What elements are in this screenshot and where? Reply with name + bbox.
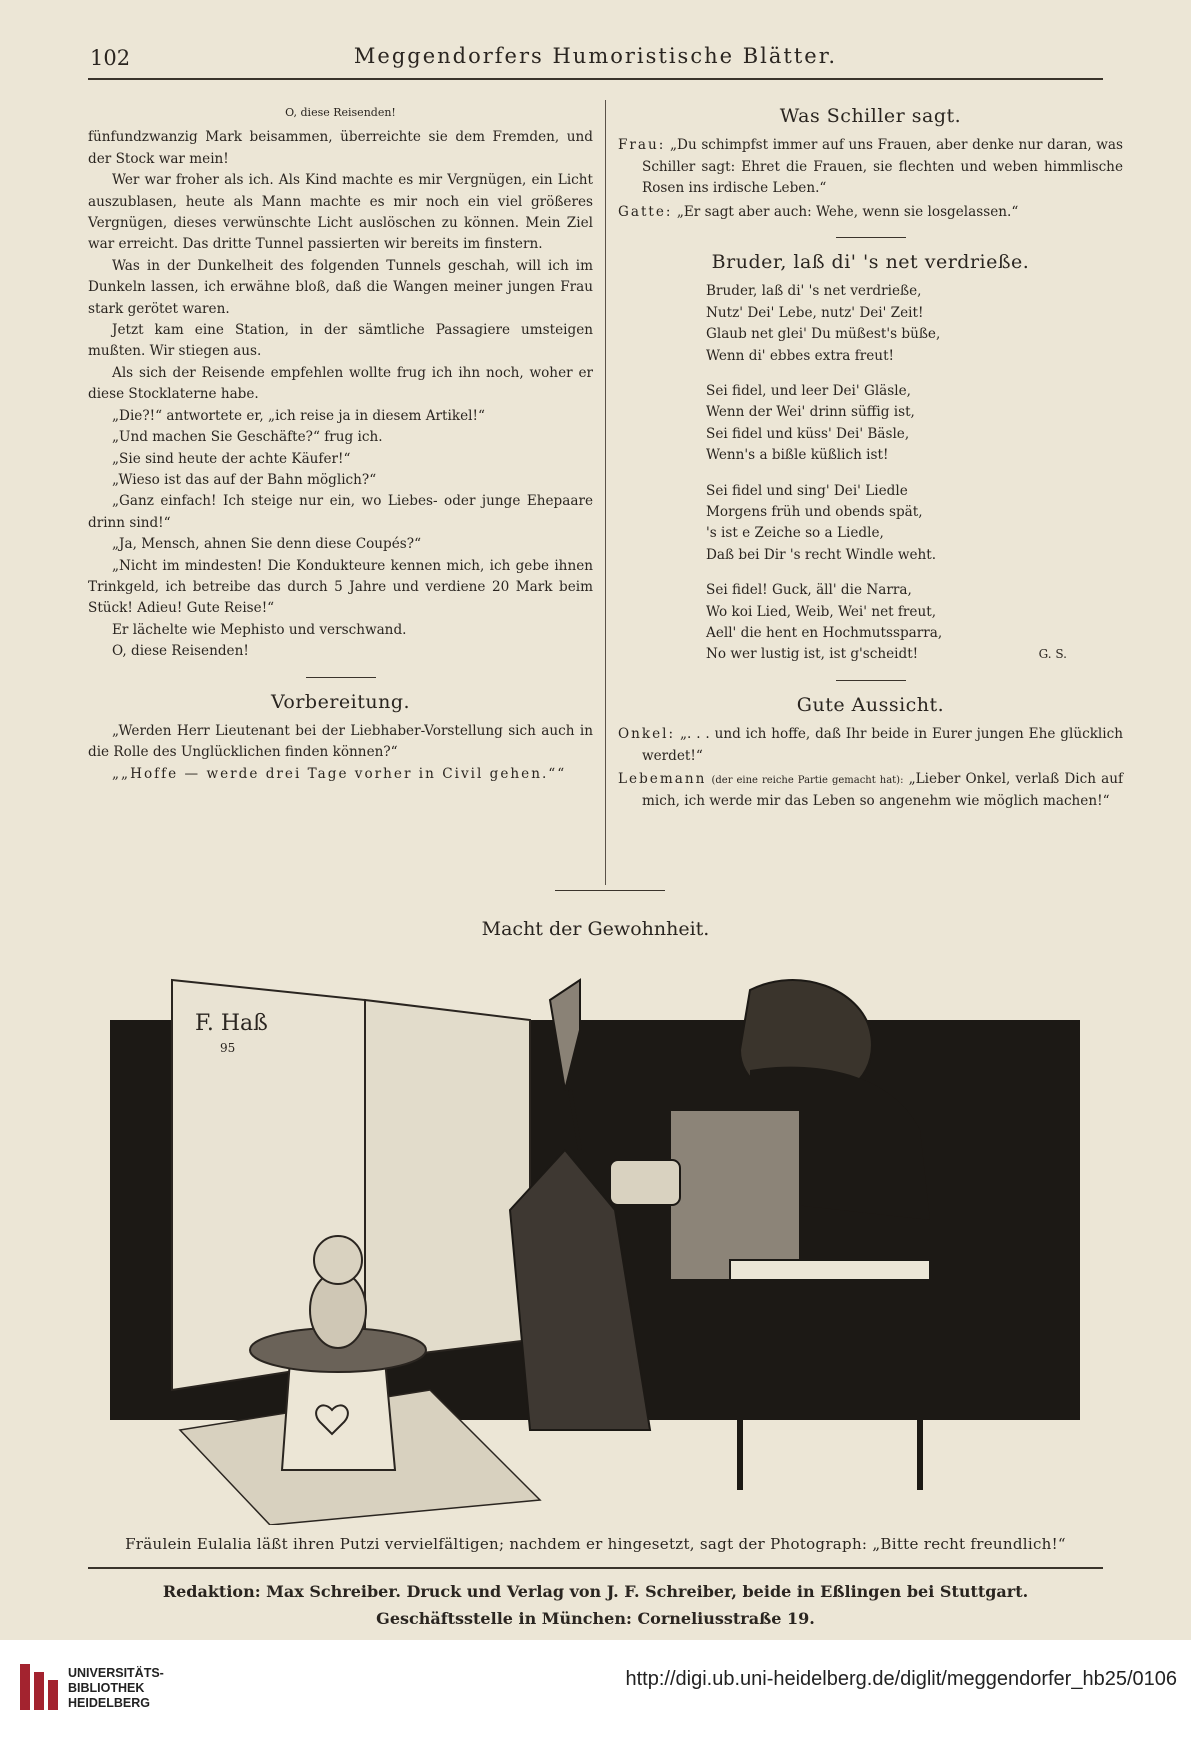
verse: Morgens früh und obends spät, [706,503,923,520]
library-name [68,1666,164,1711]
dialogue-text: „Er sagt aber auch: Wehe, wenn sie losgelassen.“ [676,203,1019,220]
verse: 's ist e Zeiche so a Liedle, [706,525,884,542]
library-name-line: HEIDELBERG [68,1696,150,1710]
footer-rule [88,1567,1103,1569]
verse: Sei fidel und küss' Dei' Bäsle, [706,425,910,442]
speaker-label: Gatte: [618,203,673,220]
imprint-line: Geschäftsstelle in München: Corneliusstraße 19. [376,1609,815,1628]
imprint-line: Redaktion: Max Schreiber. Druck und Verlag von J. F. Schreiber, beide in Eßlingen bei Stuttgart. [162,1582,1029,1601]
verse: Wo koi Lied, Weib, Wei' net freut, [706,603,937,620]
pedestal [282,1360,395,1470]
folding-screen-panel [365,1000,530,1360]
library-name-line: UNIVERSITÄTS- [68,1666,164,1680]
verse: Wenn der Wei' drinn süffig ist, [706,404,915,421]
column-rule [605,100,606,885]
paragraph: „Nicht im mindesten! Die Kondukteure kennen mich, ich gebe ihnen Trinkgeld, ich betreibe das durch 5 Jahre und verdiene 20 Mark beim Stück! Adieu! Gute Reise!“ [88,557,593,617]
left-column [88,100,593,785]
paragraph: O, diese Reisenden! [112,643,249,660]
paragraph: „Die?!“ antwortete er, „ich reise ja in diesem Artikel!“ [112,407,485,424]
verse [706,644,1123,665]
paragraph: „Ganz einfach! Ich steige nur ein, wo Liebes- oder junge Ehepaare drinn sind!“ [88,493,593,531]
speaker-label: Onkel: [618,726,676,743]
source-url-link[interactable]: http://digi.ub.uni-heidelberg.de/diglit/meggendorfer_hb25/0106 [625,1668,1177,1690]
artist-signature-year: 95 [220,1041,236,1055]
dialogue-line [618,135,1123,199]
dialogue-line [618,724,1123,767]
section-title-aussicht: Gute Aussicht. [796,693,945,716]
dialogue-text: „. . . und ich hoffe, daß Ihr beide in Eurer jungen Ehe glücklich werdet!“ [642,726,1123,764]
section-title-schiller: Was Schiller sagt. [779,105,962,127]
verse-text: No wer lustig ist, ist g'scheidt! [706,646,919,663]
verse: Glaub net glei' Du müßest's büße, [706,326,941,343]
paragraph: „Werden Herr Lieutenant bei der Liebhaber-Vorstellung sich auch in die Rolle des Unglücklichen finden können?“ [88,722,593,761]
stanza [706,281,1123,367]
dialogue-line [618,202,1123,223]
poem [618,281,1123,665]
stanza [706,481,1123,567]
paragraph: „Wieso ist das auf der Bahn möglich?“ [112,471,377,488]
separator [555,890,665,891]
speaker-label: Frau: [618,137,666,154]
page-number: 102 [90,46,131,70]
section-title-bruder: Bruder, laß di' 's net verdrieße. [711,251,1030,274]
verse: Sei fidel! Guck, äll' die Narra, [706,582,912,599]
separator [306,677,376,678]
paragraph: Er lächelte wie Mephisto und verschwand. [112,621,407,638]
library-footer [0,1640,1191,1737]
camera-lens [610,1160,680,1205]
paragraph: „Sie sind heute der achte Käufer!“ [112,450,351,467]
illustration-caption: Fräulein Eulalia läßt ihren Putzi vervielfältigen; nachdem er hingesetzt, sagt der Photograph: „Bitte recht freundlich!“ [125,1535,1066,1553]
dialogue-text: „Lieber Onkel, verlaß Dich auf mich, ich werde mir das Leben so angenehm wie möglich machen!“ [642,770,1123,810]
verse: Wenn's a bißle küßlich ist! [706,447,889,464]
verse: Daß bei Dir 's recht Windle weht. [706,546,937,563]
journal-title: Meggendorfers Humoristische Blätter. [353,44,838,68]
verse: Sei fidel und sing' Dei' Liedle [706,482,908,499]
running-head: O, diese Reisenden! [285,106,396,119]
speaker-note: (der eine reiche Partie gemacht hat): [711,774,904,786]
camera-stand-top [730,1260,930,1280]
paragraph: Als sich der Reisende empfehlen wollte frug ich ihn noch, woher er diese Stocklaterne habe. [88,364,593,403]
paragraph: „„Hoffe — werde drei Tage vorher in Civil gehen.““ [112,765,567,782]
verse: Wenn di' ebbes extra freut! [706,347,894,364]
illustration-title: Macht der Gewohnheit. [481,918,710,940]
artist-signature: F. Haß [195,1011,268,1036]
dialogue-text: „Du schimpfst immer auf uns Frauen, aber denke nur daran, was Schiller sagt: Ehret die Frauen, sie flechten und weben himmlische Rosen ins irdische Leben.“ [642,137,1123,197]
library-logo-icon [20,1664,62,1710]
paragraph: „Und machen Sie Geschäfte?“ frug ich. [112,429,383,446]
stanza [706,381,1123,467]
verse: Bruder, laß di' 's net verdrieße, [706,283,922,300]
verse: Sei fidel, und leer Dei' Gläsle, [706,383,911,399]
verse: Nutz' Dei' Lebe, nutz' Dei' Zeit! [706,304,924,321]
paragraph: fünfundzwanzig Mark beisammen, überreichte sie dem Fremden, und der Stock war mein! [88,129,593,167]
imprint [0,1578,1191,1632]
paragraph: Wer war froher als ich. Als Kind machte es mir Vergnügen, ein Licht auszublasen, heute als Mann machte es mir noch ein viel größeres Vergnügen, dieses verwünschte Licht auslöschen zu können. Mein Ziel war erreicht. Das dritte Tunnel passierten wir bereits im finstern. [88,172,593,253]
paragraph: Jetzt kam eine Station, in der sämtliche Passagiere umsteigen mußten. Wir stiegen aus. [88,322,593,360]
stanza [706,580,1123,666]
speaker-label: Lebemann [618,770,707,787]
paragraph: Was in der Dunkelheit des folgenden Tunnels geschah, will ich im Dunkeln lassen, ich erwähne bloß, daß die Wangen meiner jungen Frau stark gerötet waren. [88,257,593,317]
right-column [618,100,1123,815]
dog-head [314,1236,362,1284]
cartoon-illustration [110,960,1080,1525]
separator [836,680,906,681]
verse: Aell' die hent en Hochmutssparra, [706,624,943,641]
poem-signature: G. S. [1038,647,1067,662]
separator [836,237,906,238]
section-title-vorbereitung: Vorbereitung. [270,690,411,713]
page-header [88,44,1103,80]
paragraph: „Ja, Mensch, ahnen Sie denn diese Coupés?“ [112,536,422,553]
dialogue-line [618,769,1123,813]
camera-body [670,1110,800,1280]
library-name-line: BIBLIOTHEK [68,1681,145,1695]
